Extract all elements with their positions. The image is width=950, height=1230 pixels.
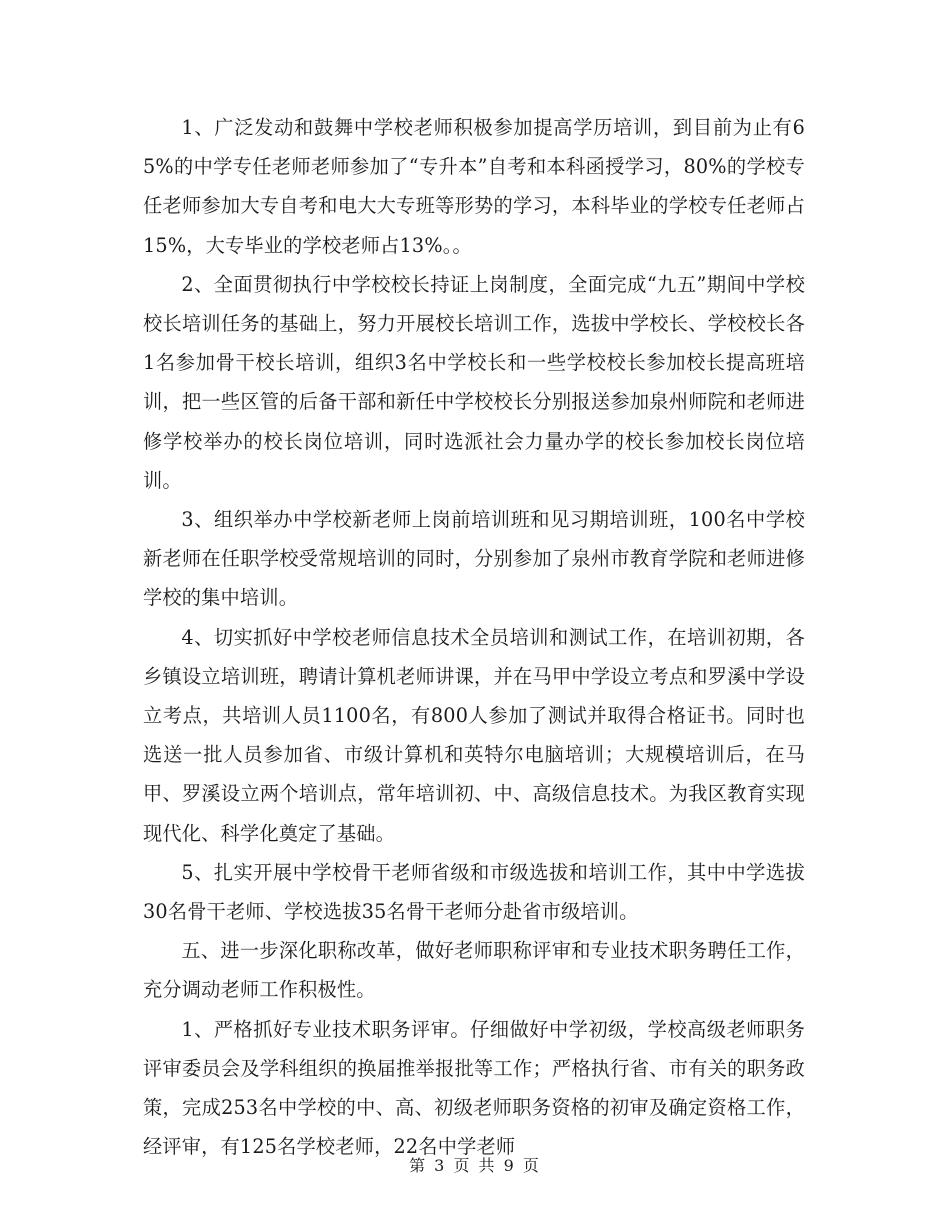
paragraph-2: 2、全面贯彻执行中学校校长持证上岗制度，全面完成“九五”期间中学校校长培训任务的基础上，努力开展校长培训工作，选拔中学校长、学校校长各1名参加骨干校长培训，组织3名中学校长和一些学校校长参加校长提高班培训，把一些区管的后备干部和新任中学校校长分别报送参加泉州师院和老师进修学校举办的校长岗位培训，同时选派社会力量办学的校长参加校长岗位培训。: [143, 272, 805, 492]
paragraph-1: 1、广泛发动和鼓舞中学校老师积极参加提高学历培训，到目前为止有65%的中学专任老师老师参加了“专升本”自考和本科函授学习，80%的学校专任老师参加大专自考和电大大专班等形势的学习，本科毕业的学校专任老师占15%，大专毕业的学校老师占13%。。: [143, 116, 805, 257]
document-body: [143, 108, 805, 1166]
page-number-footer: 第 3 页 共 9 页: [409, 1156, 541, 1175]
paragraph-3: 3、组织举办中学校新老师上岗前培训班和见习期培训班，100名中学校新老师在任职学校受常规培训的同时，分别参加了泉州市教育学院和老师进修学校的集中培训。: [143, 508, 805, 610]
paragraph-4: 4、切实抓好中学校老师信息技术全员培训和测试工作，在培训初期，各乡镇设立培训班，聘请计算机老师讲课，并在马甲中学设立考点和罗溪中学设立考点，共培训人员1100名，有800人参加了测试并取得合格证书。同时也选送一批人员参加省、市级计算机和英特尔电脑培训；大规模培训后，在马甲、罗溪设立两个培训点，常年培训初、中、高级信息技术。为我区教育实现现代化、科学化奠定了基础。: [143, 625, 805, 845]
paragraph-7: 1、严格抓好专业技术职务评审。仔细做好中学初级，学校高级老师职务评审委员会及学科组织的换届推举报批等工作；严格执行省、市有关的职务政策，完成253名中学校的中、高、初级老师职务资格的初审及确定资格工作，经评审，有125名学校老师，22名中学老师: [143, 1017, 805, 1159]
section-heading-five: 五、进一步深化职称改革，做好老师职称评审和专业技术职务聘任工作，充分调动老师工作积极性。: [143, 939, 805, 1002]
paragraph-5: 5、扎实开展中学校骨干老师省级和市级选拔和培训工作，其中中学选拔30名骨干老师、学校选拔35名骨干老师分赴省市级培训。: [143, 860, 805, 924]
